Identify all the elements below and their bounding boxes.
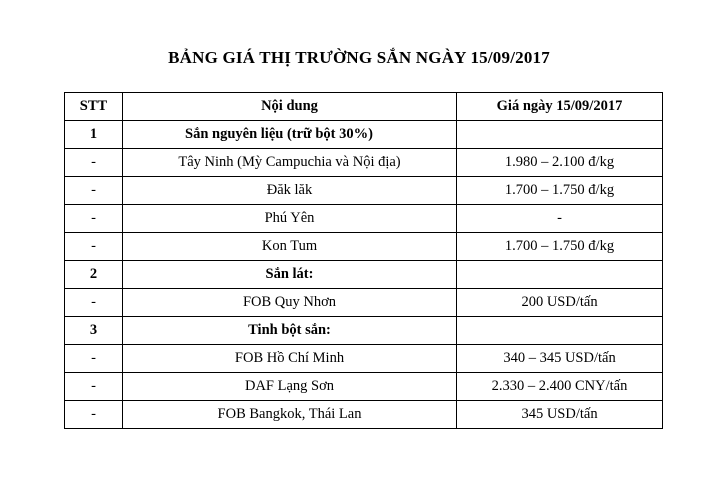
table-header-row [65,93,663,121]
row-content: FOB Hồ Chí Minh [123,345,457,373]
row-price: 2.330 – 2.400 CNY/tấn [457,373,663,401]
column-header-stt: STT [65,93,123,121]
table-row-group-2 [65,261,663,289]
table-row [65,205,663,233]
row-content: Đăk lăk [123,177,457,205]
row-content: FOB Bangkok, Thái Lan [123,401,457,429]
row-stt: - [65,149,123,177]
table-row [65,401,663,429]
row-content: Tây Ninh (Mỳ Campuchia và Nội địa) [123,149,457,177]
table-row [65,345,663,373]
row-stt: - [65,345,123,373]
row-price [457,121,663,149]
row-price: 340 – 345 USD/tấn [457,345,663,373]
column-header-content: Nội dung [123,93,457,121]
table-row [65,149,663,177]
table-row-group-1 [65,121,663,149]
row-stt: - [65,205,123,233]
row-stt: - [65,233,123,261]
row-content: Tinh bột sắn: [123,317,457,345]
table-row-group-3 [65,317,663,345]
page-title: BẢNG GIÁ THỊ TRƯỜNG SẮN NGÀY 15/09/2017 [168,48,550,67]
row-price: 1.980 – 2.100 đ/kg [457,149,663,177]
column-header-price: Giá ngày 15/09/2017 [457,93,663,121]
row-price: 1.700 – 1.750 đ/kg [457,177,663,205]
row-stt: 3 [65,317,123,345]
row-stt: - [65,177,123,205]
row-price: 200 USD/tấn [457,289,663,317]
row-content: Sắn nguyên liệu (trữ bột 30%) [123,121,457,149]
row-price: 1.700 – 1.750 đ/kg [457,233,663,261]
price-table [64,92,663,429]
table-row [65,289,663,317]
row-price: - [457,205,663,233]
table-row [65,177,663,205]
row-price [457,261,663,289]
row-stt: - [65,401,123,429]
row-content: Kon Tum [123,233,457,261]
row-content: DAF Lạng Sơn [123,373,457,401]
row-stt: - [65,289,123,317]
row-content: Sắn lát: [123,261,457,289]
row-price [457,317,663,345]
table-row [65,233,663,261]
row-stt: 1 [65,121,123,149]
row-content: Phú Yên [123,205,457,233]
row-price: 345 USD/tấn [457,401,663,429]
table-row [65,373,663,401]
row-stt: - [65,373,123,401]
row-content: FOB Quy Nhơn [123,289,457,317]
row-stt: 2 [65,261,123,289]
